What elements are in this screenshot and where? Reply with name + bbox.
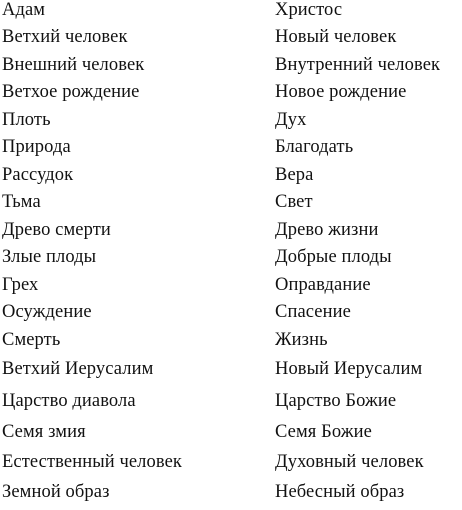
left-term: Ветхий Иерусалим xyxy=(2,359,154,379)
table-row xyxy=(0,275,462,303)
table-row xyxy=(0,27,462,55)
right-term: Новый Иерусалим xyxy=(275,359,423,379)
left-term: Тьма xyxy=(2,192,41,212)
table-row xyxy=(0,330,462,358)
right-term: Спасение xyxy=(275,302,351,322)
left-term: Грех xyxy=(2,275,39,295)
table-row xyxy=(0,0,462,28)
right-term: Древо жизни xyxy=(275,220,379,240)
left-term: Естественный человек xyxy=(2,452,182,472)
right-term: Свет xyxy=(275,192,313,212)
table-row xyxy=(0,302,462,330)
table-row xyxy=(0,55,462,83)
table-row xyxy=(0,82,462,110)
right-term: Внутренний человек xyxy=(275,55,441,75)
right-term: Вера xyxy=(275,165,314,185)
right-term: Семя Божие xyxy=(275,422,372,442)
table-row xyxy=(0,247,462,275)
right-term: Дух xyxy=(275,110,307,130)
right-term: Оправдание xyxy=(275,275,371,295)
right-term: Жизнь xyxy=(275,330,328,350)
table-row xyxy=(0,422,462,450)
left-term: Осуждение xyxy=(2,302,92,322)
table-row xyxy=(0,359,462,387)
right-term: Добрые плоды xyxy=(275,247,392,267)
left-term: Плоть xyxy=(2,110,51,130)
right-term: Благодать xyxy=(275,137,354,157)
table-row xyxy=(0,110,462,138)
left-term: Семя змия xyxy=(2,422,86,442)
right-term: Христос xyxy=(275,0,343,20)
left-term: Злые плоды xyxy=(2,247,97,267)
table-row xyxy=(0,482,462,510)
left-term: Рассудок xyxy=(2,165,74,185)
table-row xyxy=(0,165,462,193)
table-row xyxy=(0,452,462,480)
table-row xyxy=(0,137,462,165)
left-term: Смерть xyxy=(2,330,61,350)
right-term: Новое рождение xyxy=(275,82,407,102)
left-term: Внешний человек xyxy=(2,55,145,75)
table-row xyxy=(0,192,462,220)
right-term: Новый человек xyxy=(275,27,397,47)
right-term: Духовный человек xyxy=(275,452,424,472)
left-term: Ветхое рождение xyxy=(2,82,140,102)
left-term: Древо смерти xyxy=(2,220,111,240)
left-term: Земной образ xyxy=(2,482,110,502)
right-term: Небесный образ xyxy=(275,482,405,502)
table-row xyxy=(0,220,462,248)
left-term: Природа xyxy=(2,137,71,157)
right-term: Царство Божие xyxy=(275,391,397,411)
table-row xyxy=(0,391,462,419)
left-term: Адам xyxy=(2,0,46,20)
left-term: Ветхий человек xyxy=(2,27,128,47)
left-term: Царство диавола xyxy=(2,391,136,411)
